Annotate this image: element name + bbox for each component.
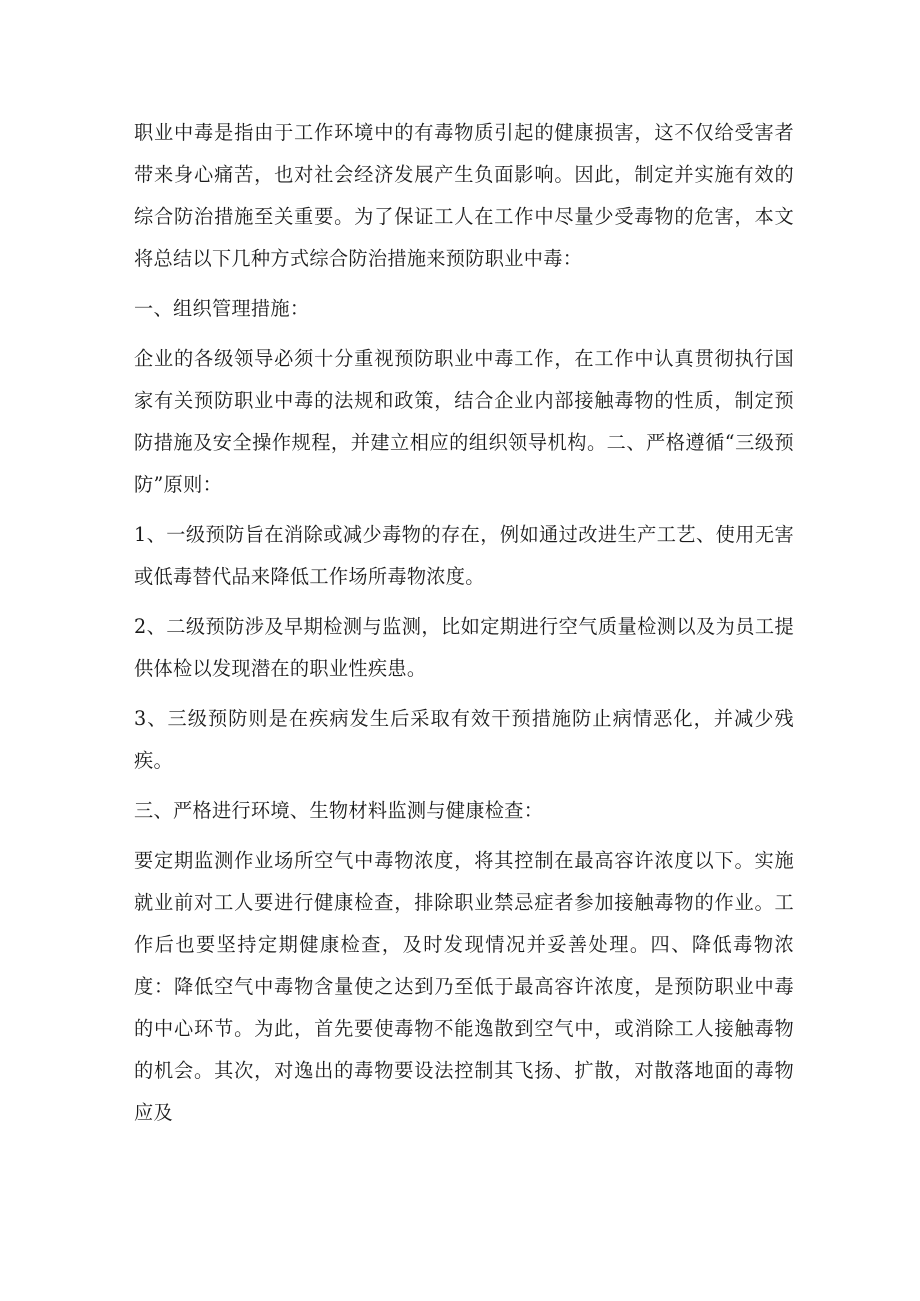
monitoring-paragraph: 要定期监测作业场所空气中毒物浓度，将其控制在最高容许浓度以下。实施就业前对工人要进行健康检查，排除职业禁忌症者参加接触毒物的作业。工作后也要坚持定期健康检查，及时发现情况并妥善处理。四、降低毒物浓度：降低空气中毒物含量使之达到乃至低于最高容许浓度，是预防职业中毒的中心环节。为此，首先要使毒物不能逸散到空气中，或消除工人接触毒物的机会。其次，对逸出的毒物要设法控制其飞扬、扩散，对散落地面的毒物应及 bbox=[134, 849, 794, 1124]
intro-paragraph: 职业中毒是指由于工作环境中的有毒物质引起的健康损害，这不仅给受害者带来身心痛苦，也对社会经济发展产生负面影响。因此，制定并实施有效的综合防治措施至关重要。为了保证工人在工作中尽量少受毒物的危害，本文将总结以下几种方式综合防治措施来预防职业中毒： bbox=[134, 121, 794, 270]
section-heading-organization: 一、组织管理措施： bbox=[134, 297, 310, 320]
prevention-level-2: 2、二级预防涉及早期检测与监测，比如定期进行空气质量检测以及为员工提供体检以发现潜在的职业性疾患。 bbox=[134, 615, 794, 680]
organization-paragraph: 企业的各级领导必须十分重视预防职业中毒工作，在工作中认真贯彻执行国家有关预防职业中毒的法规和政策，结合企业内部接触毒物的性质，制定预防措施及安全操作规程，并建立相应的组织领导机构。二、严格遵循“三级预防”原则： bbox=[134, 347, 794, 496]
document-body bbox=[134, 112, 794, 1142]
prevention-level-1: 1、一级预防旨在消除或减少毒物的存在，例如通过改进生产工艺、使用无害或低毒替代品来降低工作场所毒物浓度。 bbox=[134, 523, 794, 588]
section-heading-monitoring: 三、严格进行环境、生物材料监测与健康检查： bbox=[134, 799, 544, 822]
prevention-level-3: 3、三级预防则是在疾病发生后采取有效干预措施防止病情恶化，并减少残疾。 bbox=[134, 707, 794, 772]
